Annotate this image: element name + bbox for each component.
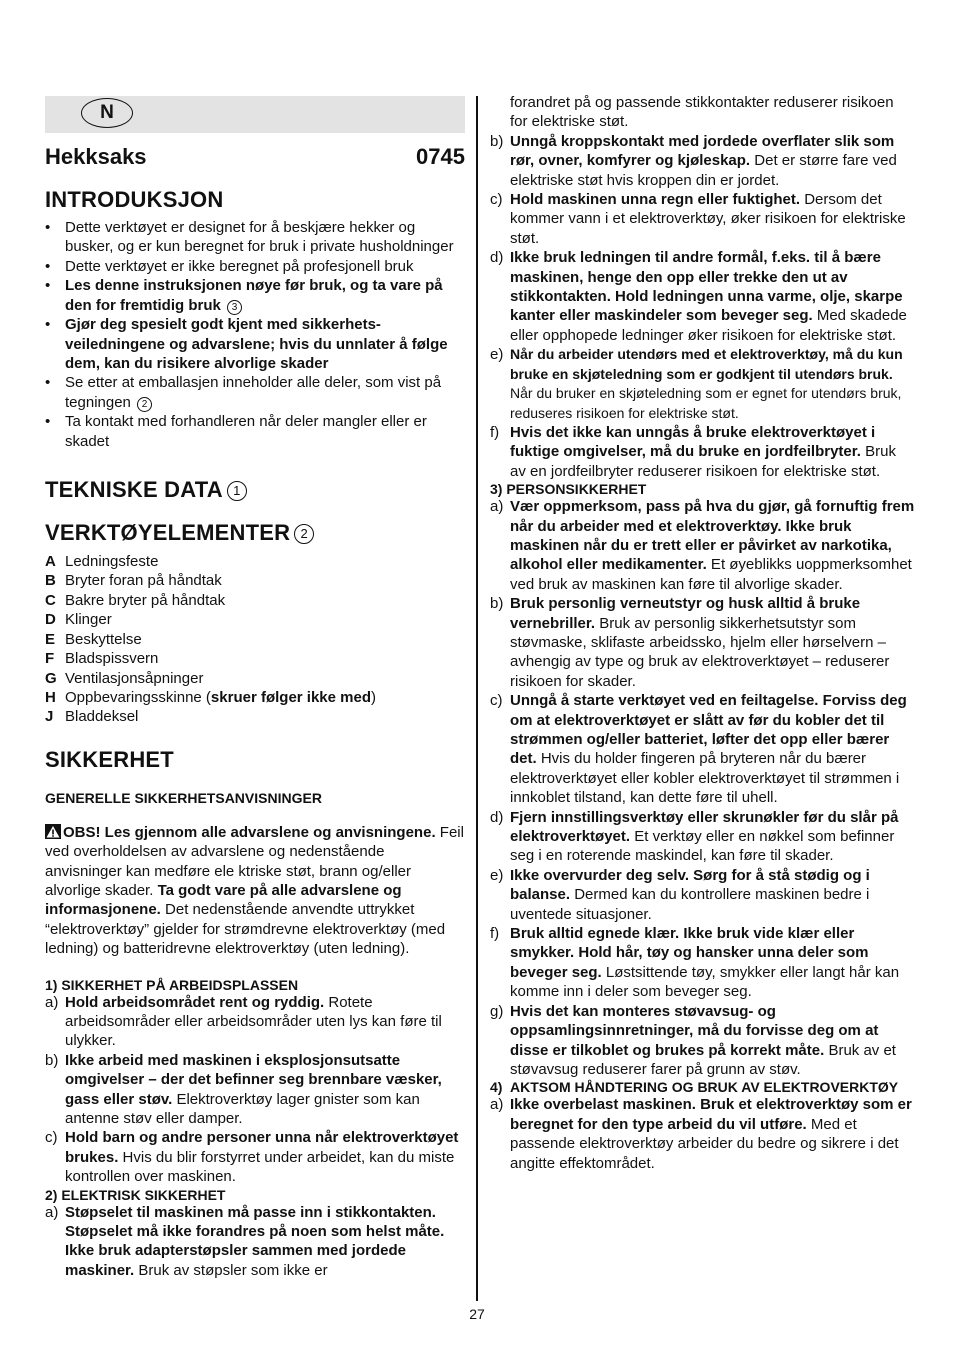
section2-heading: 2) ELEKTRISK SIKKERHET xyxy=(45,1186,226,1203)
right-column xyxy=(490,93,915,1173)
list-item: e) Når du arbeider utendørs med et elektroverktøy, må du kun bruke en skjøteledning som er godkjent til utendørs bruk. Når du bruker en skjøteledning som er egnet for utendørs bruk, reduseres risikoen for elektriske støt. xyxy=(490,346,903,421)
list-item: d) Fjern innstillingsverktøy eller skrunøkler før du slår på elektroverktøyet. Et verktøy eller en nøkkel som befinner seg i en roterende maskindel, kan føre til skader. xyxy=(490,808,899,865)
figure-ref: 2 xyxy=(137,397,152,412)
list-item: g) Hvis det kan monteres støvavsug- og oppsamlingsinnretninger, må du forvisse deg om at disse er tilkoblet og brukes på korrekt måte. Bruk av et støvavsug reduserer farer på grunn av støv. xyxy=(490,1002,896,1078)
language-bar xyxy=(45,96,465,133)
list-item: b) Unngå kroppskontakt med jordede overflater slik som rør, ovner, komfyrer og kjøleskap. Det er større fare ved elektriske støt hvis kroppen din er jordet. xyxy=(490,132,897,189)
general-safety-heading: GENERELLE SIKKERHETSANVISNINGER xyxy=(45,789,322,806)
section3-list xyxy=(490,497,915,1079)
section1-heading: 1) SIKKERHET PÅ ARBEIDSPLASSEN xyxy=(45,976,299,993)
list-item: J Bladdeksel xyxy=(45,708,139,726)
list-item: • Ta kontakt med forhandleren når deler mangler eller er skadet xyxy=(45,412,465,451)
warning-paragraph: OBS! Les gjennom alle advarslene og anvisningene. Feil ved overholdelsen av advarslene og nedenstående anvisninger kan medføre ele ktriske støt, brann og/eller alvorlige skader. Ta godt vare på alle advarslene og informasjonene. Det nedenstående anvendte uttrykket “elektroverktøy” gjelder for strømdrevne elektroverktøy (med ledning) og batteridrevne elektroverktøy (uten ledning). xyxy=(45,823,464,958)
list-item: f) Hvis det ikke kan unngås å bruke elektroverktøyet i fuktige omgivelser, må du bruke en jordfeilbryter. Bruk av en jordfeilbryter reduserer risikoen for elektriske støt. xyxy=(490,423,896,480)
elements-heading: VERKTØYELEMENTER 2 xyxy=(45,520,465,546)
list-item: b) Bruk personlig verneutstyr og husk alltid å bruke vernebriller. Bruk av personlig sikkerhetsutstyr som støvmaske, sklifaste arbeidssko, hjelm eller hørselvern – avhengig av type og bruk av elektroverktøyet – reduserer risikoen for skader. xyxy=(490,595,890,690)
list-item: B Bryter foran på håndtak xyxy=(45,572,222,590)
model-number: 0745 xyxy=(416,144,465,169)
list-item: • Dette verktøyet er ikke beregnet på profesjonell bruk xyxy=(45,257,465,276)
continuation-text: forandret på og passende stikkontakter reduserer risikoen for elektriske støt. xyxy=(510,94,894,131)
list-item: d) Ikke bruk ledningen til andre formål, f.eks. til å bære maskinen, henge den opp eller trekke den ut av stikkontakten. Hold ledningen unna varme, olje, skarpe kanter eller maskindeler som beveger seg. Med skadede eller opphopede ledninger øker risikoen for elektriske støt. xyxy=(490,249,907,344)
list-item: H Oppbevaringsskinne (skruer følger ikke med) xyxy=(45,688,376,706)
list-item: e) Ikke overvurder deg selv. Sørg for å stå stødig og i balanse. Dermed kan du kontrollere maskinen bedre i uventede situasjoner. xyxy=(490,866,870,923)
product-title: Hekksaks xyxy=(45,144,147,169)
intro-bullets xyxy=(45,218,465,451)
list-item: D Klinger xyxy=(45,611,112,629)
title-row xyxy=(45,144,465,170)
list-item: c) Hold barn og andre personer unna når elektroverktøyet brukes. Hvis du blir forstyrret under arbeidet, kan du miste kontrollen over maskinen. xyxy=(45,1129,459,1186)
section3-heading: 3) PERSONSIKKERHET xyxy=(490,481,647,498)
left-column xyxy=(45,96,465,1280)
figure-ref: 2 xyxy=(294,524,314,544)
list-item: c) Hold maskinen unna regn eller fuktighet. Dersom det kommer vann i et elektroverktøy, øker risikoen for elektriske støt. xyxy=(490,191,906,247)
figure-ref: 3 xyxy=(227,300,242,315)
list-item: A Ledningsfeste xyxy=(45,553,159,571)
list-item: c) Unngå å starte verktøyet ved en feiltagelse. Forviss deg om at elektroverktøyet er slått av før du kobler det til strømmen og/eller batteriet, løfter det opp eller bærer det. Hvis du holder fingeren på bryteren når du bærer elektroverktøyet eller kobler elektroverktøyet til strømmen i innkoblet tilstand, kan dette føre til uhell. xyxy=(490,692,907,807)
tech-heading: TEKNISKE DATA 1 xyxy=(45,477,465,503)
list-item: G Ventilasjonsåpninger xyxy=(45,669,204,687)
page-number: 27 xyxy=(469,1306,485,1322)
column-divider xyxy=(476,96,478,1301)
list-item: • Dette verktøyet er designet for å beskjære hekker og busker, og er kun beregnet for bruk i private husholdninger xyxy=(45,218,465,257)
section2-list xyxy=(45,1203,465,1281)
list-item: a) Hold arbeidsområdet rent og ryddig. Rotete arbeidsområder eller arbeidsområder uten lys kan føre til ulykker. xyxy=(45,993,442,1050)
section4-list xyxy=(490,1095,915,1173)
section4-heading: 4) AKTSOM HÅNDTERING OG BRUK AV ELEKTROVERKTØY xyxy=(490,1079,899,1096)
figure-ref: 1 xyxy=(227,481,247,501)
language-badge: N xyxy=(81,98,133,128)
list-item: a) Ikke overbelast maskinen. Bruk et elektroverktøy som er beregnet for den type arbeid du vil utføre. Med et passende elektroverktøy arbeider du bedre og sikrere i det angitte effektområdet. xyxy=(490,1096,912,1172)
section2-list-cont xyxy=(490,132,915,481)
list-item: E Beskyttelse xyxy=(45,630,142,648)
list-item: f) Bruk alltid egnede klær. Ikke bruk vide klær eller smykker. Hold hår, tøy og hansker unna deler som beveger seg. Løstsittende tøy, smykker eller langt hår kan komme inn i deler som beveger seg. xyxy=(490,925,900,1001)
list-item: • Se etter at emballasjen inneholder alle deler, som vist på tegningen 2 xyxy=(45,373,465,412)
list-item: • Les denne instruksjonen nøye før bruk, og ta vare på den for fremtidig bruk 3 xyxy=(45,276,465,315)
list-item: F Bladspissvern xyxy=(45,650,159,668)
list-item: • Gjør deg spesielt godt kjent med sikkerhets-veiledningene og advarslene; hvis du unnlater å følge dem, kan du risikere alvorlige skader xyxy=(45,315,465,373)
safety-heading: SIKKERHET xyxy=(45,746,174,772)
list-item: b) Ikke arbeid med maskinen i eksplosjonsutsatte omgivelser – der det befinner seg brennbare væsker, gass eller støv. Elektroverktøy lager gnister som kan antenne støv eller damper. xyxy=(45,1051,442,1127)
section1-list xyxy=(45,993,465,1187)
warning-icon xyxy=(45,824,61,839)
list-item: a) Støpselet til maskinen må passe inn i stikkontakten. Støpselet må ikke forandres på noen som helst måte. Ikke bruk adapterstøpsler sammen med jordede maskiner. Bruk av støpsler som ikke er xyxy=(45,1203,445,1279)
list-item: C Bakre bryter på håndtak xyxy=(45,591,226,609)
elements-list xyxy=(45,552,465,727)
intro-heading: INTRODUKSJON xyxy=(45,187,224,212)
list-item: a) Vær oppmerksom, pass på hva du gjør, gå fornuftig frem når du arbeider med et elektroverktøy. Ikke bruk maskinen når du er trett eller er påvirket av narkotika, alkohol eller medikamenter. Et øyeblikks uoppmerksomhet ved bruk av maskinen kan føre til alvorlige skader. xyxy=(490,498,915,593)
